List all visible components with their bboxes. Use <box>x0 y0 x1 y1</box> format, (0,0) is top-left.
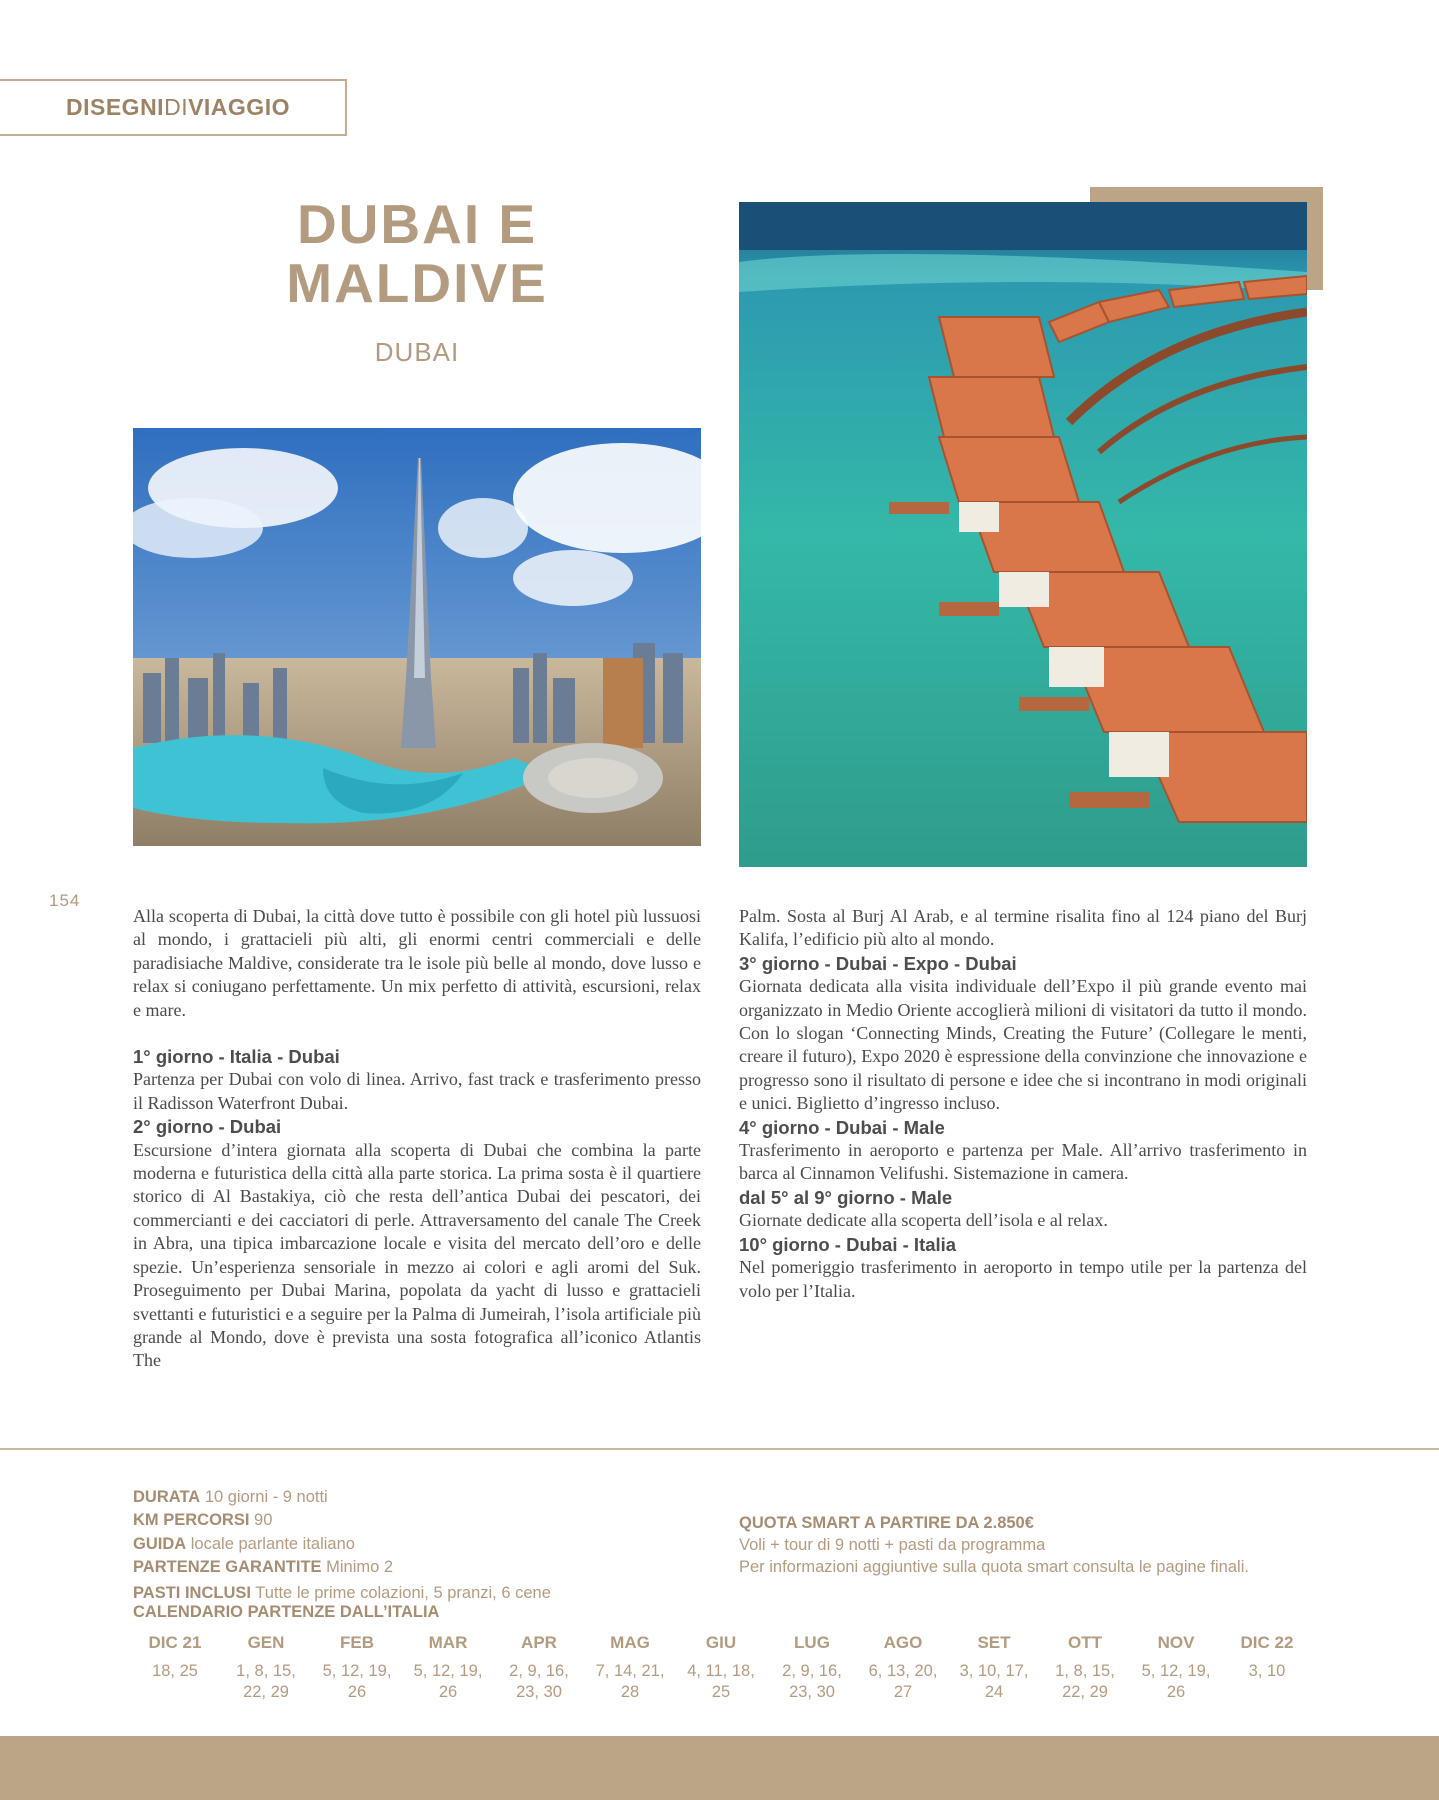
month-dates: 4, 11, 18, <box>687 1662 755 1680</box>
month-label: LUG <box>794 1633 830 1652</box>
page-title <box>133 195 701 313</box>
info-value: 90 <box>254 1511 273 1530</box>
info-row-guida <box>133 1533 693 1556</box>
month-dates: 5, 12, 19, <box>413 1662 483 1680</box>
calendar-month <box>497 1633 581 1703</box>
calendar-month <box>770 1633 854 1703</box>
month-label: APR <box>521 1633 557 1652</box>
dubai-skyline-photo <box>133 428 701 846</box>
info-row-calendario <box>133 1601 693 1624</box>
day-1-heading: 1° giorno - Italia - Dubai <box>133 1046 340 1068</box>
page-number: 154 <box>49 891 81 910</box>
maldives-overwater-villas-photo <box>739 202 1307 867</box>
day-3-text: Giornata dedicata alla visita individuale dell’Expo il più grande evento mai organizzato in Medio Oriente accoglierà milioni di visitatori da tutto il mondo. Con lo slogan ‘Connecting Minds, Creating the Future’ (Collegare le menti, creare il futuro), Expo 2020 è espressione della convinzione che innovazione e progresso sono il risultato di persone e idee che si incontrano in modi originali e unici. Biglietto d’ingresso incluso. <box>739 976 1307 1114</box>
month-dates-2: 26 <box>347 1683 367 1701</box>
month-dates: 5, 12, 19, <box>1141 1662 1211 1680</box>
info-row-durata <box>133 1486 693 1509</box>
price-headline: QUOTA SMART A PARTIRE DA 2.850€ <box>739 1514 1034 1532</box>
title-line-1: DUBAI E <box>296 193 538 255</box>
calendar-month <box>133 1633 217 1703</box>
month-label: MAR <box>428 1633 468 1652</box>
day-10-heading: 10° giorno - Dubai - Italia <box>739 1233 957 1255</box>
month-label: DIC 21 <box>148 1633 202 1652</box>
month-dates: 1, 8, 15, <box>1055 1662 1115 1680</box>
month-label: NOV <box>1157 1633 1195 1652</box>
intro-paragraph: Alla scoperta di Dubai, la città dove tutto è possibile con gli hotel più lussuosi al mondo, i grattacieli più alti, gli enormi centri commerciali e delle paradisiache Maldive, considerate tra le isole più belle al mondo, dove lusso e relax si coniugano perfettamente. Un mix perfetto di attività, escursioni, relax e mare. <box>133 906 701 1020</box>
calendar-month <box>1134 1633 1218 1703</box>
info-label: KM PERCORSI <box>133 1511 250 1530</box>
month-label: OTT <box>1068 1633 1102 1652</box>
calendar-month <box>224 1633 308 1703</box>
day-5-9-text: Giornate dedicate alla scoperta dell’isola e al relax. <box>739 1210 1108 1231</box>
day-10-text: Nel pomeriggio trasferimento in aeroporto in tempo utile per la partenza del volo per l’Italia. <box>739 1257 1307 1301</box>
month-label: GEN <box>247 1633 285 1652</box>
month-dates-2: 28 <box>620 1683 640 1701</box>
calendar-month <box>588 1633 672 1703</box>
month-dates-2: 24 <box>984 1683 1004 1701</box>
month-dates: 2, 9, 16, <box>509 1662 569 1680</box>
info-value: Tutte le prime colazioni, 5 pranzi, 6 cene <box>255 1583 551 1602</box>
info-label: DURATA <box>133 1488 201 1506</box>
brand-part-di: DI <box>164 94 189 120</box>
calendar-month <box>952 1633 1036 1703</box>
footer-band <box>0 1736 1439 1800</box>
day-2-text: Escursione d’intera giornata alla scoperta di Dubai che combina la parte moderna e futuristica della città alla parte storica. La prima sosta è il quartiere storico di Al Bastakiya, ciò che resta dell’antica Dubai dei pescatori, dei commercianti e dei cacciatori di perle. Attraversamento del canale The Creek in Abra, una tipica imbarcazione locale e visita del mercato dell’oro e delle spezie. Un’esperienza sensoriale in mezzo ai colori e agli aromi del Suk. Proseguimento per Dubai Marina, popolata da yacht di lusso e grattacieli svettanti e futuristici e a seguire per la Palma di Jumeirah, l’isola artificiale più grande al Mondo, dove è prevista una sosta fotografica all’iconico Atlantis The <box>133 1139 701 1371</box>
month-label: GIU <box>705 1633 737 1652</box>
info-label: PARTENZE GARANTITE <box>133 1558 322 1577</box>
section-divider <box>0 1448 1439 1450</box>
month-label: MAG <box>610 1633 650 1652</box>
day-4-text: Trasferimento in aeroporto e partenza per Male. All’arrivo trasferimento in barca al Cinnamon Velifushi. Sistemazione in camera. <box>739 1140 1307 1184</box>
calendar-heading: CALENDARIO PARTENZE DALL’ITALIA <box>133 1603 440 1622</box>
month-dates: 18, 25 <box>152 1662 198 1680</box>
brand-part-disegni: DISEGNI <box>66 94 165 120</box>
trip-info <box>133 1486 693 1624</box>
month-label: FEB <box>340 1633 374 1652</box>
month-dates: 7, 14, 21, <box>595 1662 665 1680</box>
month-dates-2: 23, 30 <box>789 1683 835 1701</box>
month-dates: 3, 10, 17, <box>959 1662 1029 1680</box>
brand-part-viaggio: VIAGGIO <box>188 94 290 120</box>
month-label: AGO <box>883 1633 923 1652</box>
day-4-heading: 4° giorno - Dubai - Male <box>739 1116 945 1138</box>
month-label: SET <box>977 1633 1011 1652</box>
departure-calendar <box>133 1633 1309 1703</box>
text-column-left <box>133 905 701 1373</box>
month-dates-2: 23, 30 <box>516 1683 562 1701</box>
info-value: Minimo 2 <box>326 1558 394 1577</box>
info-label: PASTI INCLUSI <box>133 1583 251 1602</box>
month-dates: 2, 9, 16, <box>782 1662 842 1680</box>
day-1-text: Partenza per Dubai con volo di linea. Arrivo, fast track e trasferimento presso il Radisson Waterfront Dubai. <box>133 1069 701 1113</box>
day-2-text-continued: Palm. Sosta al Burj Al Arab, e al termine risalita fino al 124 piano del Burj Kalifa, l’edificio più alto al mondo. <box>739 906 1307 950</box>
month-dates-2: 26 <box>1166 1683 1186 1701</box>
price-block <box>739 1512 1319 1579</box>
brand-tag <box>0 79 347 136</box>
month-dates: 5, 12, 19, <box>322 1662 392 1680</box>
month-dates-2: 25 <box>711 1683 731 1701</box>
month-label: DIC 22 <box>1240 1633 1294 1652</box>
month-dates: 6, 13, 20, <box>868 1662 938 1680</box>
calendar-month <box>315 1633 399 1703</box>
day-2-heading: 2° giorno - Dubai <box>133 1116 282 1138</box>
price-note: Per informazioni aggiuntive sulla quota smart consulta le pagine finali. <box>739 1558 1249 1577</box>
calendar-month <box>1225 1633 1309 1703</box>
day-3-heading: 3° giorno - Dubai - Expo - Dubai <box>739 952 1017 974</box>
month-dates-2: 22, 29 <box>1062 1683 1108 1701</box>
text-column-right <box>739 905 1307 1303</box>
calendar-month <box>1043 1633 1127 1703</box>
day-5-9-heading: dal 5° al 9° giorno - Male <box>739 1186 953 1208</box>
month-dates-2: 27 <box>893 1683 913 1701</box>
info-row-partenze <box>133 1556 693 1579</box>
info-value: 10 giorni - 9 notti <box>204 1488 328 1506</box>
page-subtitle: DUBAI <box>374 337 460 367</box>
calendar-month <box>406 1633 490 1703</box>
month-dates: 1, 8, 15, <box>236 1662 296 1680</box>
info-value: locale parlante italiano <box>190 1534 355 1553</box>
calendar-month <box>679 1633 763 1703</box>
month-dates-2: 26 <box>438 1683 458 1701</box>
calendar-month <box>861 1633 945 1703</box>
month-dates: 3, 10 <box>1248 1662 1286 1680</box>
info-row-km <box>133 1509 693 1532</box>
title-line-2: MALDIVE <box>286 252 548 314</box>
price-includes: Voli + tour di 9 notti + pasti da programma <box>739 1536 1046 1555</box>
month-dates-2: 22, 29 <box>243 1683 289 1701</box>
info-label: GUIDA <box>133 1534 187 1553</box>
